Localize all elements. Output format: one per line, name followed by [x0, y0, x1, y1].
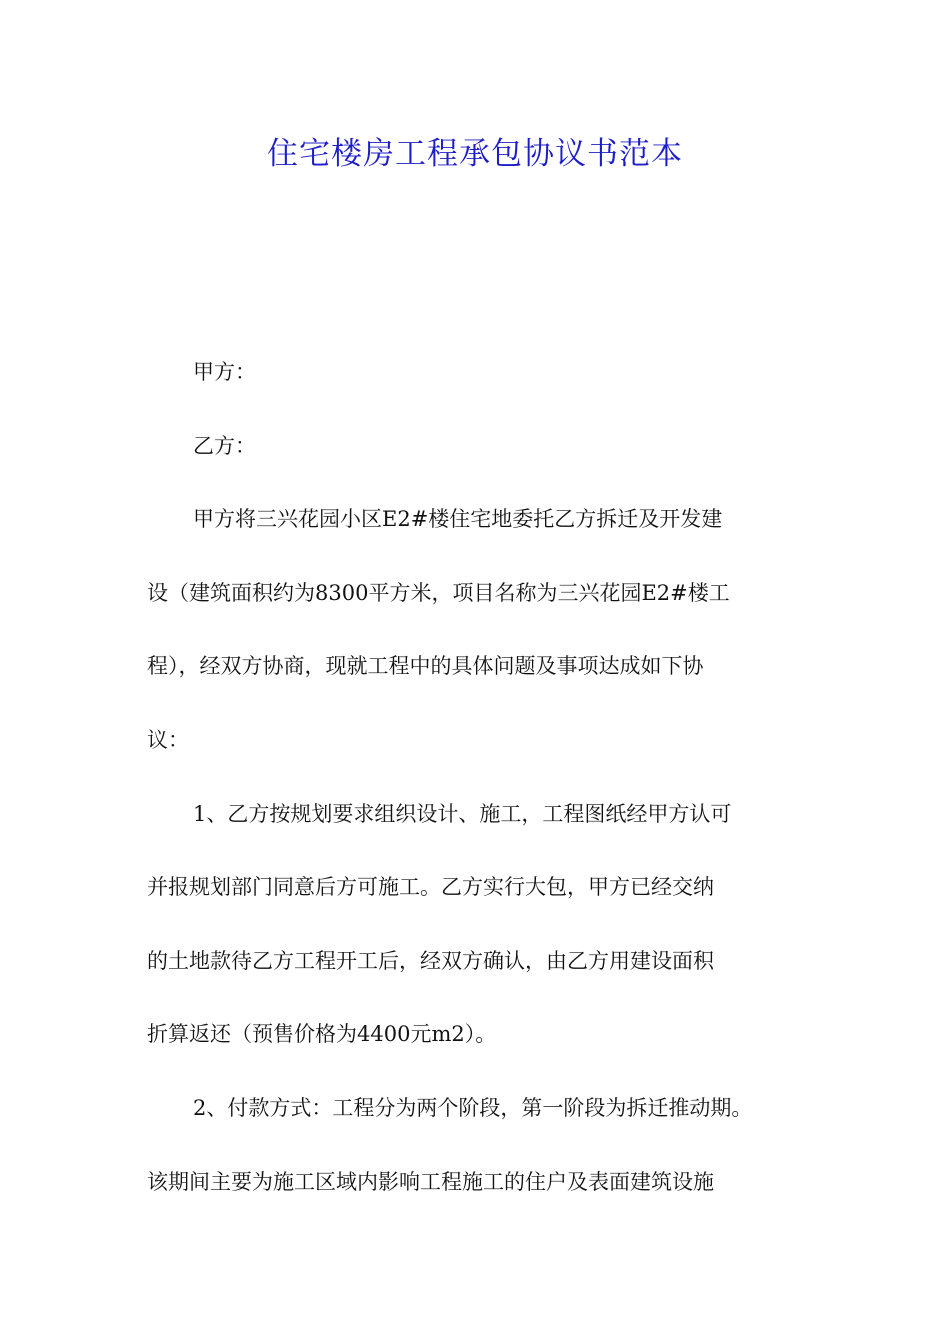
- document-body: [147, 336, 811, 1219]
- clause-1-line: 的土地款待乙方工程开工后，经双方确认，由乙方用建设面积: [147, 948, 714, 973]
- party-a-line: 甲方：: [193, 360, 256, 384]
- clause-1-line: 折算返还（预售价格为4400元m2）。: [147, 1022, 497, 1047]
- clause-2-line: 2、付款方式：工程分为两个阶段，第一阶段为拆迁推动期。: [193, 1095, 753, 1120]
- paragraph-line: 议：: [147, 727, 189, 752]
- document-title: 住宅楼房工程承包协议书范本: [267, 136, 683, 172]
- paragraph-line: 甲方将三兴花园小区E2#楼住宅地委托乙方拆迁及开发建: [193, 507, 723, 532]
- clause-1-line: 并报规划部门同意后方可施工。乙方实行大包，甲方已经交纳: [147, 875, 714, 900]
- paragraph-line: 设（建筑面积约为8300平方米，项目名称为三兴花园E2#楼工: [147, 580, 730, 605]
- clause-2-line: 该期间主要为施工区域内影响工程施工的住户及表面建筑设施: [147, 1169, 714, 1194]
- party-b-line: 乙方：: [193, 433, 256, 458]
- clause-1-line: 1、乙方按规划要求组织设计、施工，工程图纸经甲方认可: [193, 801, 732, 826]
- paragraph-line: 程），经双方协商，现就工程中的具体问题及事项达成如下协: [147, 654, 704, 679]
